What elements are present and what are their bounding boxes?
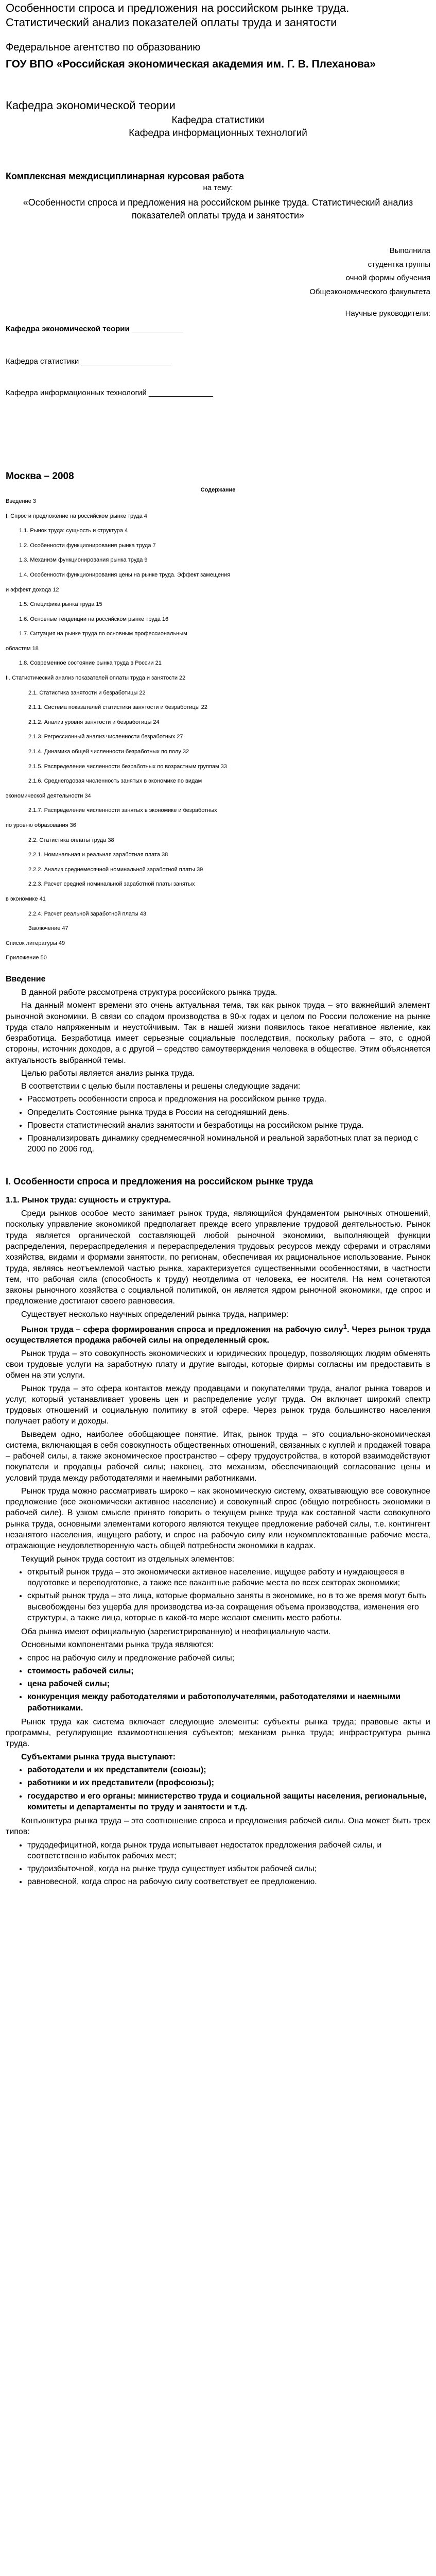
chair-it: Кафедра информационных технологий: [129, 128, 307, 139]
work-kind: Комплексная междисциплинарная курсовая работа: [6, 171, 245, 181]
signature-line-theory: Кафедра экономической теории ____________: [6, 325, 184, 334]
toc-entry: 1.1. Рынок труда: сущность и структура 4: [19, 528, 128, 534]
faculty-label: Общеэкономического факультета: [309, 287, 430, 297]
toc-entry: 2.1.1. Система показателей статистики занятости и безработицы 22: [28, 704, 207, 711]
toc-entry: 1.6. Основные тенденции на российском рынке труда 16: [19, 616, 169, 622]
list-item: • трудоизбыточной, когда на рынке труда существует избыток рабочей силы;: [27, 1863, 430, 1874]
list-item: • Рассмотреть особенности спроса и предложения на российском рынке труда.: [27, 1094, 430, 1105]
group-label: студентка группы: [368, 260, 430, 269]
toc-entry: 1.8. Современное состояние рынка труда в России 21: [19, 660, 162, 667]
toc-entry: II. Статистический анализ показателей оплаты труда и занятости 22: [6, 675, 186, 682]
performed-label: Выполнила: [389, 246, 430, 256]
signature-line-statistics: Кафедра статистики _____________________: [6, 357, 171, 366]
toc-entry: 2.1.2. Анализ уровня занятости и безработицы 24: [28, 719, 160, 725]
body-paragraph: Конъюнктура рынка труда – это соотношение спроса и предложения рабочей силы. Она может быть трех типов:: [6, 1817, 430, 1837]
toc-entry: и эффект дохода 12: [6, 586, 59, 593]
toc-entry: 2.1.4. Динамика общей численности безработных по полу 32: [28, 749, 189, 755]
toc-entry: 2.2. Статистика оплаты труда 38: [28, 837, 114, 843]
conjuncture-list: [6, 1840, 430, 1888]
supervisors-label: Научные руководители:: [345, 309, 430, 318]
definition-text: Рынок труда – сфера формирования спроса и предложения на рабочую силу: [21, 1325, 343, 1334]
elements-list: [6, 1567, 430, 1623]
agency-name: Федеральное агентство по образованию: [6, 42, 201, 53]
city-year: Москва – 2008: [6, 470, 74, 482]
toc-entry: областям 18: [6, 645, 39, 652]
body-paragraph: Текущий рынок труда состоит из отдельных элементов:: [21, 1554, 235, 1564]
body-paragraph: Рынок труда – это сфера контактов между продавцами и покупателями труда, аналог рынка товаров и услуг, который устанавливает уровень цен и распределение услуг труда. Он включает широкий спектр трудовых отношений и социальную политику в этой сфере. Через рынок труда большинство населения получает работу и доходы.: [6, 1384, 430, 1426]
toc-entry: 2.1.7. Распределение численности занятых в экономике и безработных: [28, 807, 217, 814]
body-paragraph: Рынок труда – это совокупность экономических и юридических процедур, позволяющих людям обменять свои трудовые услуги на заработную плату и другие выгоды, которые фирмы согласны им предоставить в обмен на эти услуги.: [6, 1349, 430, 1380]
body-paragraph: Среди рынков особое место занимает рынок труда, являющийся фундаментом рыночных отношений, поскольку управление экономикой предполагает прежде всего управление трудовой деятельностью. Рынок труда является органической составляющей любой рыночной экономики, выполняющей функции распределения, перераспределения и перераспределения трудовых ресурсов между сферами и отраслями хозяйства, видами и формами занятости, по регионам, обеспечивая их рациональное использование. Рынок труда, являясь неотъемлемой частью рынка, характеризуется существенными особенностями, в частности тем, что рабочая сила (способность к труду) неотделима от человека, ее носителя. На нем сочетаются законы рыночного хозяйства с социальной политикой, он является ядром рыночной экономики, где спрос и предложение достигают своего равновесия.: [6, 1209, 430, 1306]
toc-entry: 2.1.3. Регрессионный анализ численности безработных 27: [28, 734, 183, 740]
components-list: [6, 1653, 430, 1714]
toc-entry: 2.2.1. Номинальная и реальная заработная плата 38: [28, 852, 168, 858]
definition-text-cont: . Через рынок труда осуществляется продажа рабочей силы на определенный срок.: [6, 1325, 431, 1345]
toc-entry: 2.2.2. Анализ среднемесячной номинальной заработной платы 39: [28, 866, 203, 873]
author-block: [6, 244, 430, 299]
toc-entry: Приложение 50: [6, 955, 47, 961]
list-item: • государство и его органы: министерство труда и социальной защиты населения, региональные, комитеты и департаменты по труду и занятости и т.д.: [27, 1791, 430, 1813]
form-label: очной формы обучения: [345, 274, 430, 283]
intro-paragraph: В данной работе рассмотрена структура российского рынка труда.: [21, 988, 277, 997]
toc-entry: Список литературы 49: [6, 940, 65, 946]
document-title: Особенности спроса и предложения на российском рынке труда. Статистический анализ показателей оплаты труда и занятости: [6, 2, 350, 29]
list-item: • Провести статистический анализ занятости и безработицы на российском рынке труда.: [27, 1120, 430, 1131]
work-topic: «Особенности спроса и предложения на российском рынке труда. Статистический анализ показателей оплаты труда и занятости»: [23, 197, 413, 221]
toc-entry: 1.7. Ситуация на рынке труда по основным профессиональным: [19, 631, 187, 637]
list-item: • работодатели и их представители (союзы);: [27, 1765, 430, 1775]
toc-entry: 1.3. Механизм функционирования рынка труда 9: [19, 557, 148, 564]
list-item: • спрос на рабочую силу и предложение рабочей силы;: [27, 1653, 430, 1664]
tasks-list: [6, 1094, 430, 1155]
chair-statistics: Кафедра статистики: [171, 114, 265, 126]
list-item: • открытый рынок труда – это экономически активное население, ищущее работу и нуждающееся в подготовке и переподготовке, а также все вакантные рабочие места во всех секторах экономики;: [27, 1567, 430, 1589]
intro-paragraph: В соответствии с целью были поставлены и решены следующие задачи:: [21, 1082, 301, 1091]
list-item: • конкуренция между работодателями и работополучателями, работодателями и наемными работниками.: [27, 1691, 430, 1714]
toc-entry: 2.1.6. Среднегодовая численность занятых в экономике по видам: [28, 778, 202, 785]
subjects-heading: Субъектами рынка труда выступают:: [21, 1752, 176, 1761]
part1-heading: I. Особенности спроса и предложения на российском рынке труда: [6, 1176, 313, 1187]
toc-heading: Содержание: [200, 486, 236, 493]
university-name: ГОУ ВПО «Российская экономическая академия им. Г. В. Плеханова»: [6, 58, 376, 70]
body-paragraph: Существует несколько научных определений рынка труда, например:: [21, 1310, 289, 1319]
subjects-list: [6, 1765, 430, 1812]
on-topic-label: на тему:: [203, 183, 233, 192]
list-item: • стоимость рабочей силы;: [27, 1666, 430, 1676]
toc-entry: 2.1.5. Распределение численности безработных по возрастным группам 33: [28, 763, 227, 770]
toc-entry: по уровню образования 36: [6, 822, 76, 828]
list-item: • Определить Состояние рынка труда в России на сегодняшний день.: [27, 1107, 430, 1118]
body-paragraph: Рынок труда как система включает следующие элементы: субъекты рынка труда; правовые акты и программы, регулирующие взаимоотношения субъектов; механизм рынка труда; инфраструктура рынка труда.: [6, 1717, 430, 1749]
footnote-mark: 1: [343, 1322, 347, 1330]
intro-heading: Введение: [6, 974, 46, 984]
toc-entry: 2.2.3. Расчет средней номинальной заработной платы занятых: [28, 881, 195, 888]
toc-entry: 2.2.4. Расчет реальной заработной платы 43: [28, 910, 147, 917]
body-paragraph: Рынок труда можно рассматривать широко – как экономическую систему, охватывающую все совокупное предложение (все экономически активное население) и совокупный спрос (общую потребность экономики в рабочей силе). В узком смысле принято говорить о текущем рынке труда как составной части совокупного рынка труда, основными элементами которого являются текущее предложение рабочей силы, т.е. контингент незанятого населения, ищущего работу, и спрос на рабочую силу или неукомплектованные рабочие места, отражающие неудовлетворенную часть общей потребности экономики в кадрах.: [6, 1486, 430, 1551]
intro-paragraph: Целью работы является анализ рынка труда.: [21, 1069, 195, 1078]
intro-paragraph: На данный момент времени это очень актуальная тема, так как рынок труда – это важнейший элемент рыночной экономики. В связи со спадом производства в 90-х годах и целом по России положение на рынке труда стало напряженным и неустойчивым. Так в нашей жизни появилось такое негативное явление, как безработица. Безработица имеет серьезные социальные последствия, поскольку работа – это, с одной стороны, источник доходов, а с другой – средство самоутверждения человека в обществе. Этим объясняется актуальность выбранной темы.: [6, 1001, 430, 1065]
document-page: [0, 1, 436, 1888]
toc-entry: в экономике 41: [6, 895, 46, 902]
list-item: • работники и их представители (профсоюзы);: [27, 1777, 430, 1788]
chair-economic-theory: Кафедра экономической теории: [6, 99, 176, 112]
toc-entry: Заключение 47: [28, 925, 68, 932]
list-item: • равновесной, когда спрос на рабочую силу соответствует ее предложению.: [27, 1876, 430, 1887]
list-item: • скрытый рынок труда – это лица, которые формально заняты в экономике, но в то же время могут быть высвобождены без ущерба для производства из-за сокращения объема производства, изменения его структуры, а также лица, которые в какой-то мере желают сменить место работы.: [27, 1590, 430, 1623]
body-paragraph: Оба рынка имеют официальную (зарегистрированную) и неофициальную части.: [21, 1628, 331, 1637]
toc-entry: Введение 3: [6, 498, 36, 504]
body-paragraph: Выведем одно, наиболее обобщающее понятие. Итак, рынок труда – это социально-экономическая система, включающая в себя совокупность общественных отношений, связанных с куплей и продажей товара – рабочей силы, а также экономическое пространство – сферу трудоустройства, в которой взаимодействуют покупатели и продавцы рабочей силы; наконец, это механизм, обеспечивающий согласование цены и условий труда между работодателями и наемными работниками.: [6, 1430, 430, 1483]
toc-entry: I. Спрос и предложение на российском рынке труда 4: [6, 513, 147, 519]
toc-entry: 2.1. Статистика занятости и безработицы 22: [28, 689, 146, 696]
toc-entry: 1.4. Особенности функционирования цены на рынке труда. Эффект замещения: [19, 571, 231, 578]
signature-line-it: Кафедра информационных технологий _______________: [6, 388, 214, 397]
toc-entry: 1.2. Особенности функционирования рынка труда 7: [19, 542, 156, 549]
list-item: • Проанализировать динамику среднемесячной номинальной и реальной заработных плат за период с 2000 по 2006 год.: [27, 1133, 430, 1155]
section-1-1-heading: 1.1. Рынок труда: сущность и структура.: [6, 1196, 171, 1205]
list-item: • трудодефицитной, когда рынок труда испытывает недостаток предложения рабочей силы, и соответственно избыток рабочих мест;: [27, 1840, 430, 1862]
toc-entry: 1.5. Специфика рынка труда 15: [19, 601, 102, 608]
body-paragraph: Основными компонентами рынка труда являются:: [21, 1640, 214, 1650]
table-of-contents: [6, 494, 430, 965]
toc-entry: экономической деятельности 34: [6, 792, 91, 799]
list-item: • цена рабочей силы;: [27, 1679, 430, 1689]
definition-paragraph: [6, 1322, 430, 1346]
